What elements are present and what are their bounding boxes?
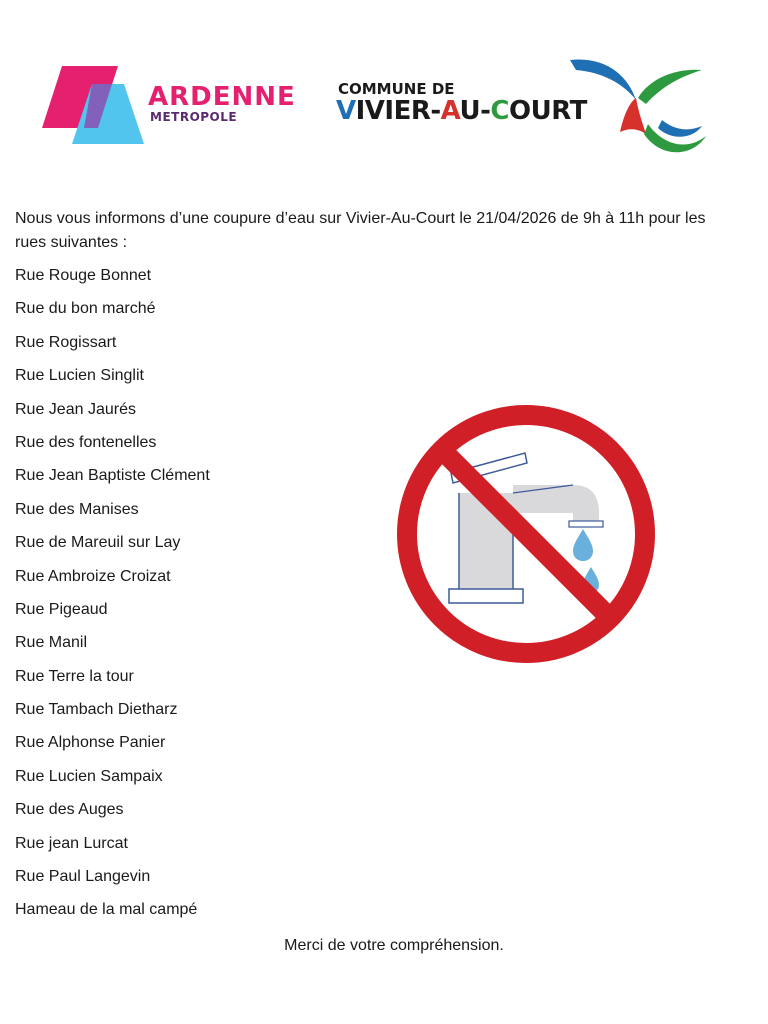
street-item: Rue Jean Baptiste Clément [15,467,210,485]
street-item: Rue Jean Jaurés [15,400,136,418]
street-item: Rue Terre la tour [15,667,134,685]
street-item: Rue des fontenelles [15,433,157,451]
ardenne-metropole-logo [40,64,310,148]
notice-intro: Nous vous informons d’une coupure d’eau sur Vivier-Au-Court le 21/04/2026 de 9h à 11h pour les rues suivantes : [15,210,706,251]
commune-logo-line1: COMMUNE DE [338,80,455,98]
page-header [0,0,768,170]
street-item: Rue Lucien Singlit [15,367,144,385]
street-item: Rue des Auges [15,801,124,819]
street-item: Rue jean Lurcat [15,834,128,852]
street-item: Rue Rouge Bonnet [15,267,152,284]
street-item: Rue Paul Langevin [15,868,151,886]
commune-logo-name: VIVIER-AU-COURT [336,96,587,126]
street-item: Rue Lucien Sampaix [15,767,163,785]
street-item: Rue Manil [15,634,88,652]
street-item: Rue Alphonse Panier [15,734,166,752]
commune-emblem-icon [566,54,711,158]
street-item: Hameau de la mal campé [15,901,198,919]
ardenne-logo-subtitle: METROPOLE [150,110,238,124]
street-item: Rue Pigeaud [15,600,108,618]
street-item: Rue du bon marché [15,300,156,318]
ardenne-logo-mark [40,64,150,148]
street-item: Rue des Manises [15,500,139,518]
street-item: Rue Ambroize Croizat [15,567,171,585]
ardenne-logo-name: ARDENNE [148,82,296,112]
street-item: Rue Rogissart [15,333,117,351]
street-item: Rue de Mareuil sur Lay [15,534,181,552]
commune-logo [336,54,716,158]
no-water-illustration [393,403,659,665]
no-water-tap-icon [393,403,659,665]
street-item: Rue Tambach Dietharz [15,701,178,719]
closing-message: Merci de votre compréhension. [284,937,504,954]
